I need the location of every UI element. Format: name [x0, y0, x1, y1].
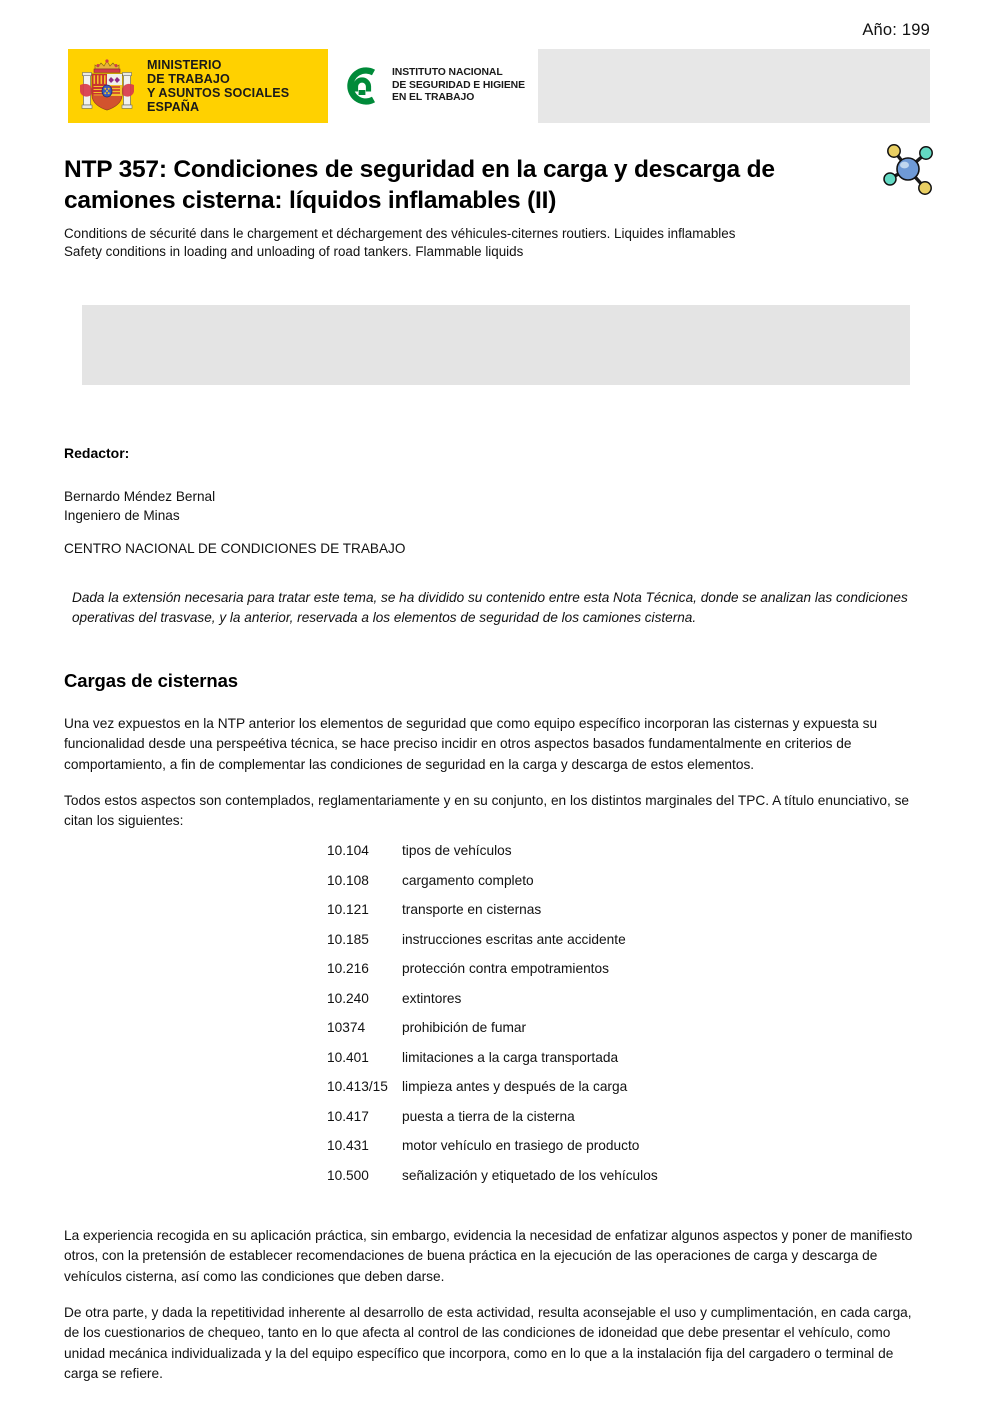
marginal-code-number: 10.500: [327, 1167, 369, 1183]
ministry-logo-text: [147, 58, 289, 115]
marginal-code-description: instrucciones escritas ante accidente: [402, 931, 626, 947]
year-label: Año: 199: [862, 21, 930, 39]
organization-name: CENTRO NACIONAL DE CONDICIONES DE TRABAJO: [64, 541, 406, 556]
institute-line-1: INSTITUTO NACIONAL: [392, 67, 503, 79]
marginal-code-description: limpieza antes y después de la carga: [402, 1079, 628, 1094]
ministry-line-3: Y ASUNTOS SOCIALES: [147, 86, 290, 100]
redactor-label: Redactor:: [64, 445, 130, 461]
marginal-code-description: protección contra empotramientos: [402, 961, 609, 976]
marginal-code-row: [327, 991, 847, 1021]
marginal-code-number: 10.104: [327, 843, 369, 858]
institute-logo-text: [392, 67, 525, 104]
marginal-code-number: 10.108: [327, 872, 369, 888]
page-title: NTP 357: Condiciones de seguridad en la carga y descarga de camiones cisterna: líquidos inflamables (II): [64, 156, 775, 215]
marginal-code-description: tipos de vehículos: [402, 843, 512, 858]
marginal-code-row: [327, 932, 847, 962]
marginal-code-number: 10.121: [327, 902, 369, 917]
intro-note: Dada la extensión necesaria para tratar este tema, se ha dividido su contenido entre esta Nota Técnica, donde se analizan las condiciones operativas del trasvase, y la anterior, reservada a los elementos de seguridad de los camiones cisterna.: [72, 590, 908, 625]
author-block: [64, 487, 215, 525]
section-paragraph-4: De otra parte, y dada la repetitividad inherente al desarrollo de esta actividad, resulta aconsejable el uso y cumplimentación, en cada carga, de los cuestionarios de chequeo, tanto en lo que afecta al control de las condiciones de idoneidad que debe presentar el vehículo, como unidad mecánica individualizada y la del equipo específico que incorpora, como en lo que a la instalación fija del cargadero o terminal de carga se refiere.: [64, 1304, 912, 1382]
marginal-code-row: [327, 1168, 847, 1198]
marginal-code-description: motor vehículo en trasiego de producto: [402, 1138, 640, 1153]
marginal-code-description: cargamento completo: [402, 872, 534, 888]
institute-line-2: DE SEGURIDAD E HIGIENE: [392, 79, 525, 91]
marginal-code-row: [327, 873, 847, 903]
marginal-code-row: [327, 902, 847, 932]
marginal-code-description: limitaciones a la carga transportada: [402, 1049, 619, 1065]
marginal-code-row: [327, 1079, 847, 1109]
marginal-code-number: 10.417: [327, 1108, 369, 1124]
ministry-line-2: DE TRABAJO: [147, 71, 230, 86]
header-band-filler: [538, 49, 930, 123]
marginal-code-row: [327, 1138, 847, 1168]
subtitle-english: Safety conditions in loading and unloading of road tankers. Flammable liquids: [64, 243, 524, 259]
subtitle-block: [64, 225, 924, 260]
marginal-code-number: 10.401: [327, 1049, 369, 1065]
institute-line-3: EN EL TRABAJO: [392, 92, 475, 104]
section-heading: Cargas de cisternas: [64, 670, 238, 692]
section-paragraph-1: Una vez expuestos en la NTP anterior los elementos de seguridad que como equipo específico incorporan las cisternas y expuesta su funcionalidad desde una perspeétiva técnica, se hace preciso incidir en otros aspectos basados fundamentalmente en criterios de comportamiento, a fin de complementar las condiciones de seguridad en la carga y descarga de estos elementos.: [64, 715, 878, 772]
marginal-codes-list: [327, 843, 847, 1197]
marginal-code-description: transporte en cisternas: [402, 902, 542, 917]
marginal-code-description: señalización y etiquetado de los vehículos: [402, 1167, 658, 1183]
ministry-line-4: ESPAÑA: [147, 100, 200, 115]
marginal-code-row: [327, 843, 847, 873]
marginal-code-row: [327, 961, 847, 991]
subtitle-french: Conditions de sécurité dans le chargement et déchargement des véhicules-citernes routiers. Liquides inflamables: [64, 226, 736, 241]
author-role: Ingeniero de Minas: [64, 508, 180, 523]
marginal-code-number: 10.413/15: [327, 1079, 388, 1094]
author-name: Bernardo Méndez Bernal: [64, 489, 216, 504]
marginal-code-row: [327, 1020, 847, 1050]
marginal-code-number: 10374: [327, 1020, 366, 1035]
header-logo-band: [68, 49, 930, 123]
spain-coat-of-arms-icon: [76, 55, 138, 117]
marginal-code-description: extintores: [402, 990, 462, 1006]
marginal-code-number: 10.185: [327, 931, 369, 947]
insht-circle-icon: [340, 64, 384, 108]
marginal-code-row: [327, 1109, 847, 1139]
marginal-code-description: prohibición de fumar: [402, 1020, 527, 1035]
image-placeholder: [82, 305, 910, 385]
section-paragraph-3: La experiencia recogida en su aplicación práctica, sin embargo, evidencia la necesidad de enfatizar algunos aspectos y poner de manifiesto otros, con la pretensión de establecer recomendaciones de buena práctica en la ejecución de las operaciones de carga y descarga de vehículos cisterna, así como las condiciones que deben darse.: [64, 1227, 913, 1284]
marginal-code-number: 10.216: [327, 961, 369, 976]
marginal-code-number: 10.431: [327, 1138, 369, 1153]
marginal-code-row: [327, 1050, 847, 1080]
ministry-logo: [68, 49, 328, 123]
marginal-code-description: puesta a tierra de la cisterna: [402, 1108, 575, 1124]
marginal-code-number: 10.240: [327, 990, 369, 1006]
institute-logo: [328, 49, 538, 123]
ministry-line-1: MINISTERIO: [147, 57, 222, 72]
molecule-icon: [880, 140, 938, 198]
section-paragraph-2: Todos estos aspectos son contemplados, reglamentariamente y en su conjunto, en los distintos marginales del TPC. A título enunciativo, se citan los siguientes:: [64, 792, 910, 829]
